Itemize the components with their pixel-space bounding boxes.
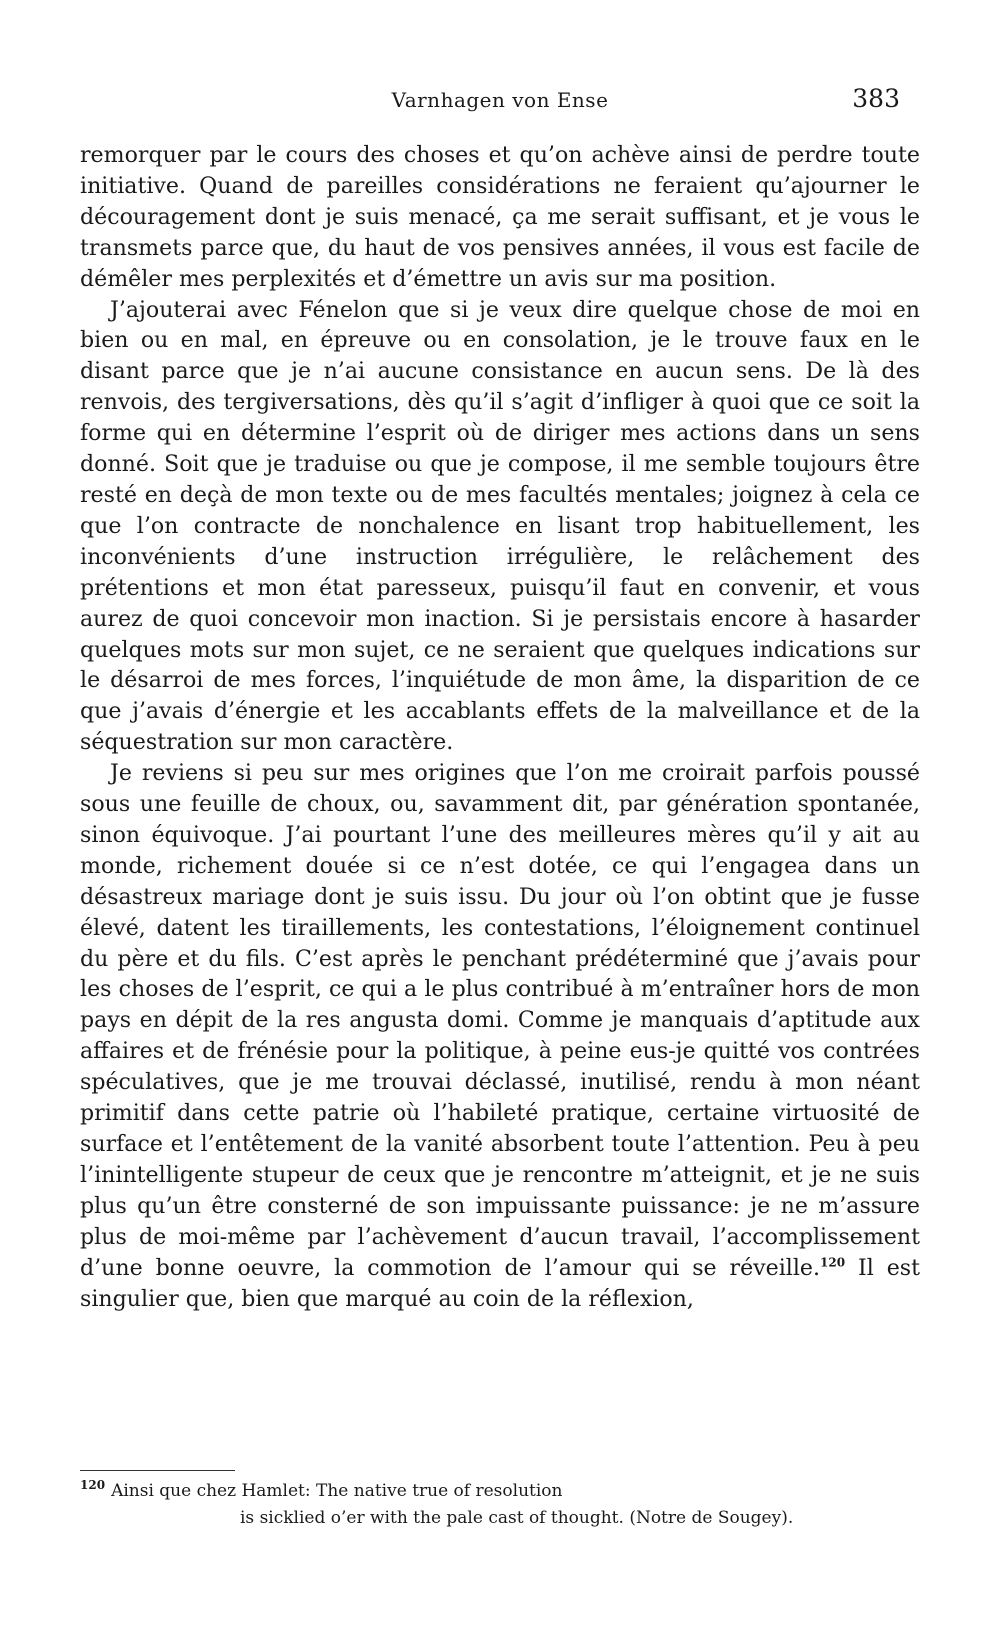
footnote-number: 120: [80, 1478, 106, 1493]
footnote-reference[interactable]: 120: [820, 1255, 846, 1270]
running-head: [0, 84, 1000, 124]
paragraph-3: [80, 758, 920, 1314]
paragraph-3-text: Je reviens si peu sur mes origines que l’on me croirait parfois poussé sous une feuille de choux, ou, savamment dit, par génération spontanée, sinon équivoque. J’ai pourtant l’une des meilleures mères qu’il y ait au monde, richement douée si ce n’est dotée, ce qui l’engagea dans un désastreux mariage dont je suis issu. Du jour où l’on obtint que je fusse élevé, datent les tiraillements, les contestations, l’éloignement continuel du père et du fils. C’est après le penchant prédéterminé que j’avais pour les choses de l’esprit, ce qui a le plus contribué à m’entraîner hors de mon pays en dépit de la res angusta domi. Comme je manquais d’aptitude aux affaires et de frénésie pour la politique, à peine eus-je quitté vos contrées spéculatives, que je me trouvai déclassé, inutilisé, rendu à mon néant primitif dans cette patrie où l’habileté pratique, certaine virtuosité de surface et l’entêtement de la vanité absorbent toute l’attention. Peu à peu l’inintelligente stupeur de ceux que je rencontre m’atteignit, et je ne suis plus qu’un être consterné de son impuissante puissance: je ne m’assure plus de moi-même par l’achèvement d’aucun travail, l’accomplissement d’une bonne oeuvre, la commotion de l’amour qui se réveille.: [80, 760, 920, 1281]
page-number: 383: [852, 84, 900, 113]
footnote-line-1: Ainsi que chez Hamlet: The native true of resolution: [111, 1481, 563, 1501]
running-title: Varnhagen von Ense: [391, 88, 609, 112]
footnote-line-2: is sicklied o’er with the pale cast of thought. (Notre de Sougey).: [240, 1508, 794, 1528]
paragraph-2: J’ajouterai avec Fénelon que si je veux dire quelque chose de moi en bien ou en mal, en épreuve ou en consolation, je le trouve faux en le disant parce que je n’ai aucune consistance en aucun sens. De là des renvois, des tergiversations, dès qu’il s’agit d’infliger à quoi que ce soit la forme qui en détermine l’esprit où de diriger mes actions dans un sens donné. Soit que je traduise ou que je compose, il me semble toujours être resté en deçà de mon texte ou de mes facultés mentales; joignez à cela ce que l’on contracte de nonchalence en lisant trop habituellement, les inconvénients d’une instruction irrégulière, le relâchement des prétentions et mon état paresseux, puisqu’il faut en convenir, et vous aurez de quoi concevoir mon inaction. Si je persistais encore à hasarder quelques mots sur mon sujet, ce ne seraient que quelques indications sur le désarroi de mes forces, l’inquiétude de mon âme, la disparition de ce que j’avais d’énergie et les accablants effets de la malveillance et de la séquestration sur mon caractère.: [80, 296, 920, 756]
footnote-divider: [80, 1470, 235, 1471]
footnote: [80, 1478, 920, 1532]
body-text: [80, 140, 920, 1314]
paragraph-3-tail: Il est singulier que, bien que marqué au coin de la réflexion,: [80, 1254, 920, 1312]
paragraph-1: remorquer par le cours des choses et qu’on achève ainsi de perdre toute initiative. Quand de pareilles considérations ne feraient qu’ajourner le découragement dont je suis menacé, ça me serait suffisant, et je vous le transmets parce que, du haut de vos pensives années, il vous est facile de démêler mes perplexités et d’émettre un avis sur ma position.: [80, 142, 920, 292]
